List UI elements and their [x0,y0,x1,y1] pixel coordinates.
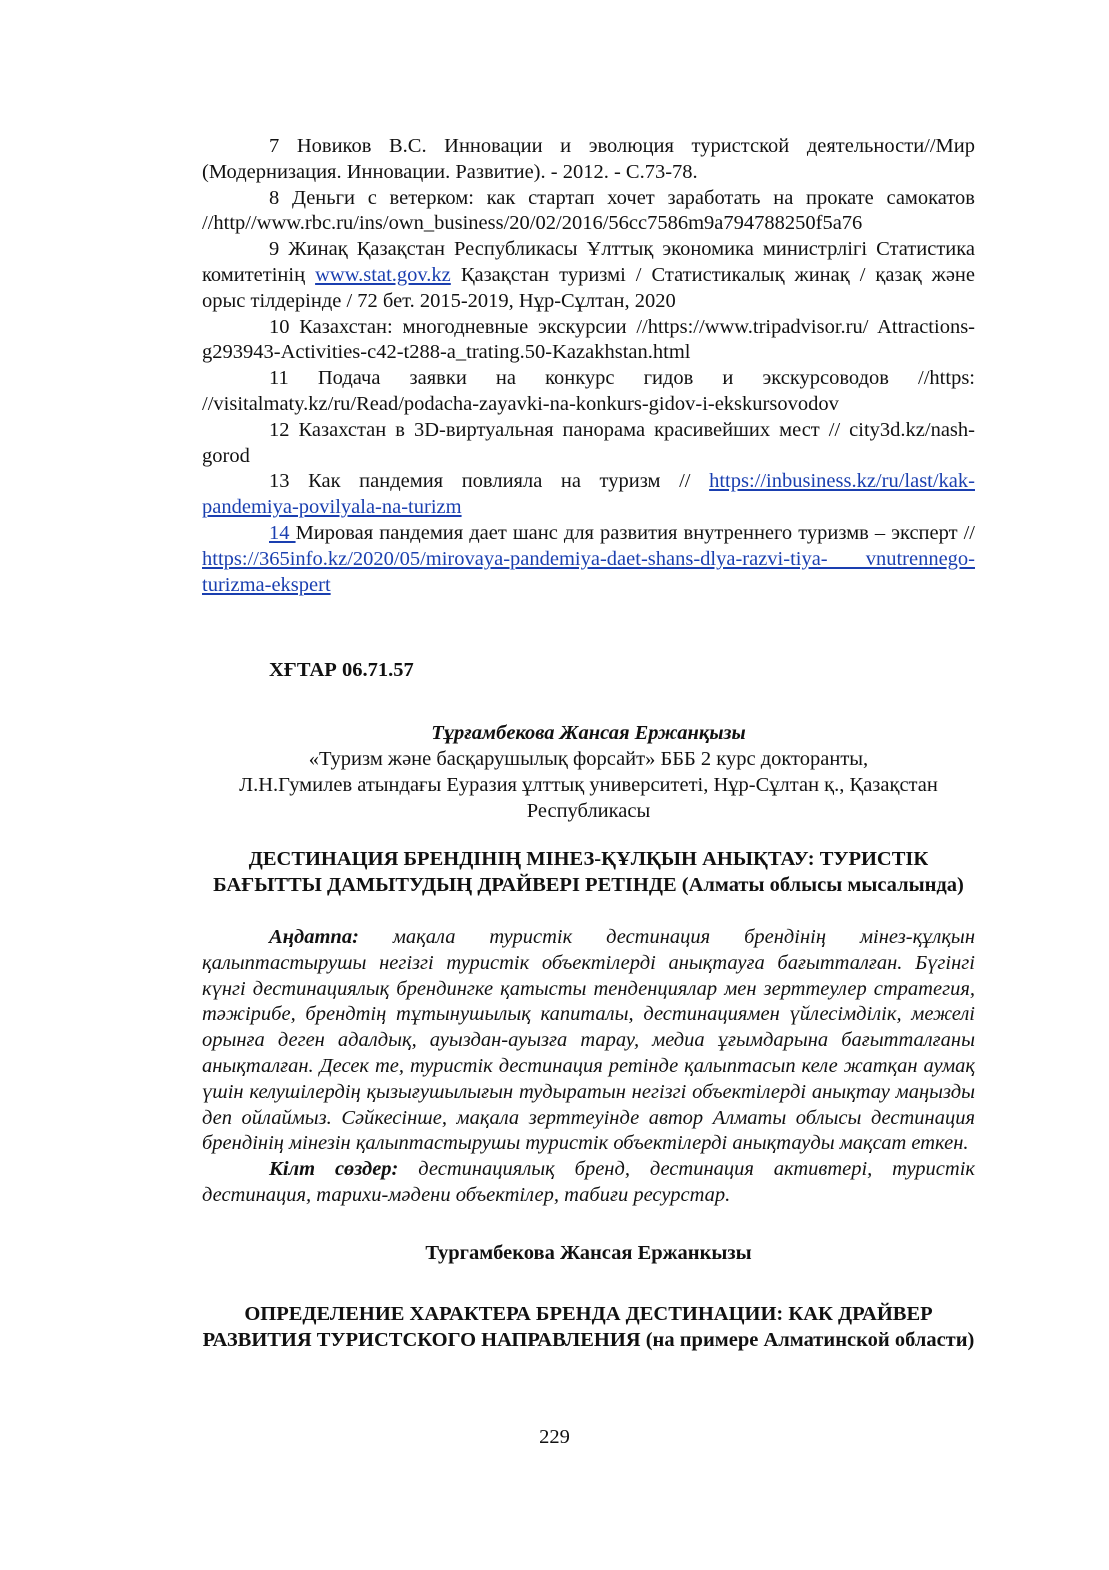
reference-item: 13 Как пандемия повлияла на туризм // https://inbusiness.kz/ru/last/kak-pandemiya-povilyala-na-turizm [202,470,975,519]
reference-link[interactable]: https://inbusiness.kz/ru/last/kak-pandemiya-povilyala-na-turizm [202,470,975,519]
article-title-ru: ОПРЕДЕЛЕНИЕ ХАРАКТЕРА БРЕНДА ДЕСТИНАЦИИ: КАК ДРАЙВЕР РАЗВИТИЯ ТУРИСТСКОГО НАПРАВЛЕНИЯ (на примере Алматинской области) [202,1303,975,1352]
keywords [202,1157,975,1209]
keywords-label: Кілт сөздер: [269,1158,399,1181]
author-name-kz: Тұрғамбекова Жансая Ержанқызы [431,722,746,745]
author-name-ru: Тургамбекова Жансая Ержанкызы [425,1241,752,1264]
reference-item: 9 Жинақ Қазақстан Республикасы Ұлттық экономика министрлігі Статистика комитетінің www.stat.gov.kz Қазақстан туризмі / Статистикалық жинақ / қазақ және орыс тілдерінде / 72 бет. 2015-2019, Нұр-Сұлтан, 2020 [202,238,976,312]
reference-item: 10 Казахстан: многодневные экскурсии //https://www.tripadvisor.ru/ Attractions-g293943-Activities-c42-t288-a_trating.50-Kazakhstan.html [202,315,975,364]
abstract-text: мақала туристік дестинация брендінің мінез-құлқын қалыптастырушы негізгі туристік объектілерді анықтауға бағытталған. Бүгінгі күнгі дестинациялық брендингке қатысты тенденциялар мен зерттеулер стратегия, тәжірибе, брендтің тұтынушылық капиталы, дестинациямен үйлесімділік, межелі орынға деген адалдық, ауыздан-ауызға тарау, медиа ұғымдарына бағытталғаны анықталған. Десек те, туристік дестинация ретінде қалыптасып келе жатқан аумақ үшін келушілердің қызығушылығын тудыратын негізгі объектілерді анықтау маңызды деп ойлаймыз. Сәйкесінше, мақала зерттеуінде автор Алматы облысы дестинация брендінің мінезін қалыптастырушы туристік объектілерді анықтауды мақсат еткен. [202,925,975,1155]
reference-item: 12 Казахстан в 3D-виртуальная панорама красивейших мест // city3d.kz/nash-gorod [202,418,975,467]
reference-item: 11 Подача заявки на конкурс гидов и экскурсоводов //https: //visitalmaty.kz/ru/Read/podacha-zayavki-na-konkurs-gidov-i-ekskursovodov [202,367,975,415]
reference-list [202,134,975,598]
abstract [202,925,975,1157]
keywords-text: дестинациялық бренд, дестинация активтері, туристік дестинация, тарихи-мәдени объектілер, табиғи ресурстар. [202,1158,975,1206]
reference-link[interactable]: https://365info.kz/2020/05/mirovaya-pandemiya-daet-shans-dlya-razvi-tiya- vnutrennego-turizma-ekspert [202,547,975,596]
author-block-kz [202,721,975,824]
reference-number-link[interactable]: 14 [269,521,296,544]
reference-item: 14 Мировая пандемия дает шанс для развития внутреннего туризмв – эксперт // https://365info.kz/2020/05/mirovaya-pandemiya-daet-shans-dlya-razvi-tiya- vnutrennego-turizma-ekspert [202,521,975,596]
reference-item: 7 Новиков В.С. Инновации и эволюция туристской деятельности//Мир (Модернизация. Инновации. Развитие). - 2012. - С.73-78. [202,135,976,183]
document-page [202,134,975,1354]
abstract-label: Аңдатпа: [269,925,359,948]
page-number: 229 [539,1426,570,1448]
reference-link[interactable]: www.stat.gov.kz [315,263,451,286]
article-title-kz: ДЕСТИНАЦИЯ БРЕНДІНІҢ МІНЕЗ-ҚҰЛҚЫН АНЫҚТАУ: ТУРИСТІК БАҒЫТТЫ ДАМЫТУДЫҢ ДРАЙВЕРІ РЕТІНДЕ (Алматы облысы мысалында) [213,848,964,897]
author-affiliation: Л.Н.Гумилев атындағы Еуразия ұлттық университеті, Нұр-Сұлтан қ., Қазақстан Республикасы [239,773,938,822]
udc-code: ХҒТАР 06.71.57 [269,659,414,682]
author-position: «Туризм және басқарушылық форсайт» БББ 2 курс докторанты, [308,747,869,770]
reference-item: 8 Деньги с ветерком: как стартап хочет заработать на прокате самокатов //http//www.rbc.ru/ins/own_business/20/02/2016/56cc7586m9a794788250f5a76 [202,186,975,235]
